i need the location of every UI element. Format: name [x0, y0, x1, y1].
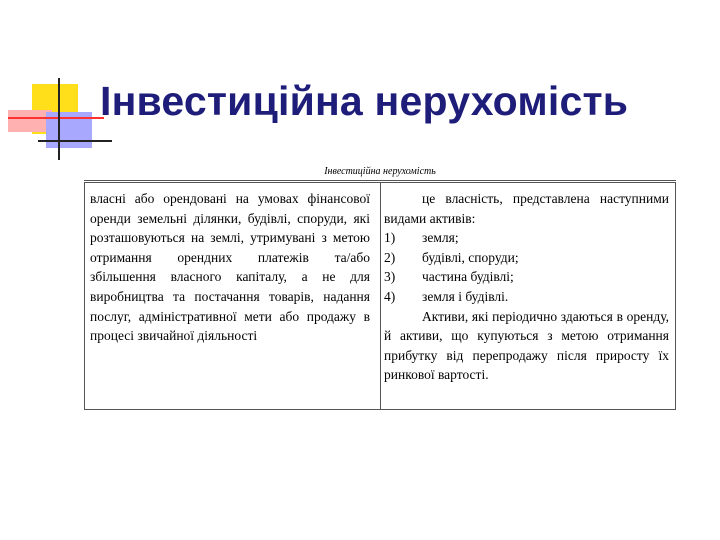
asset-types-outro: Активи, які періодично здаються в оренду, й активи, що купуються з метою отримання прибутку від перепродажу після приросту їх ринкової вартості.: [384, 308, 669, 383]
list-item-text: земля;: [422, 230, 459, 246]
list-item: [384, 248, 669, 268]
definition-text: власні або орендовані на умовах фінансової оренди земельні ділянки, будівлі, споруди, які розташовуються на землі, утримувані з метою отримання орендних платежів та/або збільшення власного капіталу, а не для виробництва та постачання товарів, надання послуг, адміністративної мети або продажу в процесі звичайної діяльності: [90, 191, 370, 344]
table-column-divider: [380, 182, 381, 410]
list-item: [384, 267, 669, 287]
list-item-text: будівлі, споруди;: [422, 249, 519, 265]
table-cell-asset-types: [384, 189, 669, 385]
list-item: [384, 228, 669, 248]
decorative-vertical-line: [58, 78, 60, 160]
asset-types-intro: це власність, представлена наступними видами активів:: [384, 191, 669, 226]
decorative-horizontal-line: [38, 140, 112, 142]
table-caption: Інвестиційна нерухомість: [324, 166, 436, 177]
list-item-number: 2): [384, 249, 396, 265]
list-item-text: земля і будівлі.: [422, 288, 509, 304]
list-item: [384, 287, 669, 307]
slide-title: Інвестиційна нерухомість: [100, 78, 629, 124]
decorative-red-line: [8, 117, 104, 119]
table-top-rule: [84, 180, 676, 181]
list-item-text: частина будівлі;: [422, 269, 514, 285]
list-item-number: 1): [384, 230, 396, 246]
list-item-number: 4): [384, 288, 396, 304]
list-item-number: 3): [384, 269, 396, 285]
table-cell-definition: [90, 189, 370, 346]
